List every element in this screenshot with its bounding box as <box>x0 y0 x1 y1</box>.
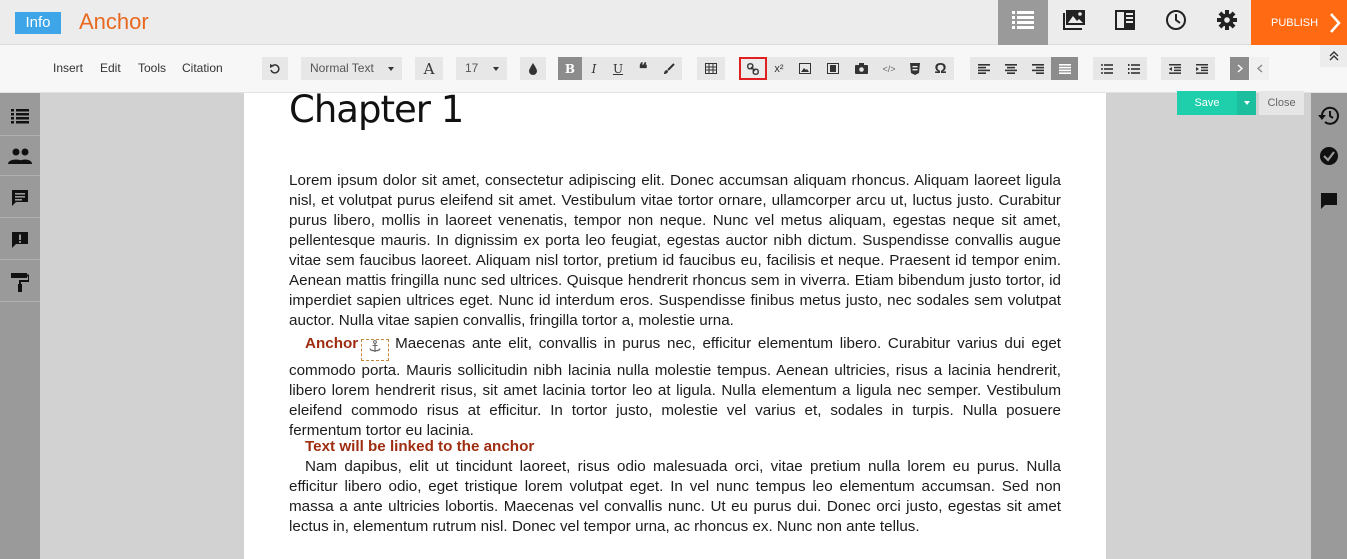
top-bar <box>0 0 1347 45</box>
align-justify-button[interactable] <box>1051 57 1078 80</box>
outdent-icon <box>1169 64 1181 74</box>
sidebar-feedback-button[interactable] <box>0 220 40 260</box>
italic-icon: I <box>591 61 597 76</box>
publish-label: PUBLISH <box>1271 16 1319 29</box>
toolbar-scroll-right-button[interactable] <box>1230 57 1249 80</box>
paragraph-style-dropdown[interactable] <box>301 57 402 80</box>
font-size-value: 17 <box>465 61 479 75</box>
toc-view-button[interactable] <box>998 0 1048 45</box>
undo-button[interactable] <box>262 57 288 80</box>
gear-icon <box>1216 9 1238 36</box>
font-family-button[interactable] <box>415 57 443 80</box>
book-details-button[interactable] <box>1100 0 1150 45</box>
sidebar-outline-button[interactable] <box>0 96 40 136</box>
insert-video-button[interactable] <box>819 57 847 80</box>
paragraph-style-value: Normal Text <box>310 61 374 75</box>
chevron-right-icon <box>1329 13 1341 33</box>
bullet-list-button[interactable] <box>1093 57 1120 80</box>
linked-text[interactable]: Text will be linked to the anchor <box>305 438 535 455</box>
align-justify-icon <box>1059 64 1071 74</box>
sidebar-spellcheck-button[interactable] <box>1311 136 1347 176</box>
indent-button[interactable] <box>1188 57 1215 80</box>
chapter-title[interactable]: Chapter 1 <box>289 93 464 131</box>
blockquote-button[interactable] <box>630 57 656 80</box>
clock-icon <box>1165 9 1187 36</box>
right-sidebar <box>1311 93 1347 559</box>
images-icon <box>1063 10 1085 35</box>
chevron-down-icon <box>1244 101 1250 105</box>
align-center-icon <box>1005 64 1017 74</box>
media-library-button[interactable] <box>1049 0 1099 45</box>
font-icon: A <box>423 59 435 78</box>
chevron-left-icon <box>1257 64 1263 73</box>
menu-insert[interactable]: Insert <box>53 61 84 75</box>
html-code-button[interactable] <box>875 57 903 80</box>
paragraph-1[interactable]: Lorem ipsum dolor sit amet, consectetur adipiscing elit. Donec accumsan aliquam rhoncus. Aliquam laoreet ligula nisl, et volutpat purus eleifend sit amet. Vestibulum vitae tortor ornare, ullamcorper arcu ut, luctus justo. Curabitur purus libero, mollis in laoreet venenatis, tempor non neque. Nunc vel metus aliquam, egestas neque sit amet, pellentesque mauris. In dignissim ex porta leo feugiat, egestas auctor nibh dictum. Suspendisse convallis augue vitae sem faucibus laoreet. Aliquam nisl tortor, pretium id faucibus eu, facilisis et neque. Praesent id tempor enim. Aenean mattis fringilla nunc sed ultrices. Quisque hendrerit rhoncus sem in viverra. Etiam bibendum justo tortor, id imperdiet sapien ultrices eget. Nunc id interdum eros. Suspendisse finibus metus justo, nec sodales sem volutpat auctor. Nulla vitae sapien convallis, fringilla tortor a, molestie urna. <box>289 172 1061 329</box>
align-left-button[interactable] <box>970 57 997 80</box>
special-character-button[interactable] <box>927 57 954 80</box>
close-button[interactable]: Close <box>1259 91 1304 115</box>
chevron-right-icon <box>1237 64 1243 73</box>
menu-edit[interactable]: Edit <box>100 61 121 75</box>
double-chevron-up-icon <box>1329 51 1339 61</box>
align-left-icon <box>978 64 990 74</box>
history-icon <box>1318 106 1340 126</box>
document-page[interactable] <box>244 93 1106 559</box>
format-painter-button[interactable] <box>656 57 682 80</box>
align-center-button[interactable] <box>997 57 1024 80</box>
insert-image-button[interactable] <box>791 57 819 80</box>
table-button[interactable] <box>697 57 725 80</box>
people-icon <box>8 148 32 164</box>
undo-icon <box>269 63 281 75</box>
anchor-label[interactable]: Anchor <box>305 335 359 352</box>
bold-button[interactable] <box>558 57 582 80</box>
italic-button[interactable] <box>582 57 606 80</box>
code-icon: </> <box>882 63 896 74</box>
chevron-down-icon <box>493 67 499 71</box>
camera-icon <box>855 63 868 74</box>
insert-photo-button[interactable] <box>847 57 875 80</box>
font-size-dropdown[interactable] <box>456 57 507 80</box>
film-icon <box>827 63 839 74</box>
paragraph-3[interactable]: Nam dapibus, elit ut tincidunt laoreet, risus odio malesuada orci, vitae pretium nulla lorem eu purus. Nulla efficitur libero odio, eget tristique lorem volutpat eget. In vel nunc tempus leo elementum accumsan. Sed non massa a ante ultricies lobortis. Maecenas vel convallis nunc. Ut eu purus dui. Donec orci justo, egestas sit amet lectus in, elementum rutrum nisl. Donec vel tempor urna, ac rhoncus ex. Nunc non ante tellus. <box>289 458 1061 535</box>
underline-button[interactable] <box>606 57 630 80</box>
paragraph-2[interactable] <box>289 334 1061 441</box>
publish-button[interactable] <box>1251 0 1347 45</box>
editor-toolbar <box>0 45 1347 93</box>
outdent-button[interactable] <box>1161 57 1188 80</box>
sidebar-history-button[interactable] <box>1311 96 1347 136</box>
menu-citation[interactable]: Citation <box>182 61 223 75</box>
anchor-icon <box>369 340 381 353</box>
image-icon <box>799 63 811 74</box>
alert-comment-icon <box>11 231 29 249</box>
info-badge[interactable]: Info <box>15 12 61 34</box>
chat-icon <box>1320 192 1338 210</box>
omega-icon: Ω <box>934 60 947 77</box>
indent-icon <box>1196 64 1208 74</box>
quote-icon: ❝ <box>638 60 648 78</box>
bold-icon: B <box>564 61 576 76</box>
book-icon <box>1115 10 1135 35</box>
bullet-list-icon <box>1101 64 1113 74</box>
table-icon <box>705 63 717 74</box>
check-circle-icon <box>1319 146 1339 166</box>
paint-roller-icon <box>11 272 29 292</box>
html5-icon <box>910 63 920 75</box>
numbered-list-button[interactable] <box>1120 57 1147 80</box>
html5-button[interactable] <box>903 57 927 80</box>
list-icon <box>1012 10 1034 35</box>
droplet-icon <box>528 63 538 75</box>
text-color-button[interactable] <box>520 57 546 80</box>
left-sidebar <box>0 93 40 559</box>
link-icon <box>747 63 759 75</box>
save-options-button[interactable] <box>1237 91 1256 115</box>
superscript-button[interactable] <box>767 57 791 80</box>
superscript-icon: x² <box>774 62 784 75</box>
menu-tools[interactable]: Tools <box>138 61 167 75</box>
chevron-down-icon <box>388 67 394 71</box>
toolbar-scroll-left-button[interactable] <box>1250 57 1269 80</box>
align-right-button[interactable] <box>1024 57 1051 80</box>
link-button[interactable] <box>739 57 767 80</box>
numbered-list-icon <box>1128 64 1140 74</box>
list-icon <box>11 108 29 124</box>
sidebar-chat-button[interactable] <box>1311 181 1347 221</box>
anchor-marker[interactable] <box>361 339 389 361</box>
sidebar-collaborators-button[interactable] <box>0 136 40 176</box>
comment-icon <box>11 189 29 207</box>
document-title: Anchor <box>79 9 149 34</box>
sidebar-format-button[interactable] <box>0 262 40 302</box>
underline-icon: U <box>612 61 624 76</box>
sidebar-comments-button[interactable] <box>0 178 40 218</box>
align-right-icon <box>1032 64 1044 74</box>
paragraph-2-text: Maecenas ante elit, convallis in purus nec, efficitur elementum libero. Curabitur varius dui eget commodo porta. Mauris sollicitudin nibh lacinia nulla molestie tempus. Aenean ultricies, risus a lacinia hendrerit, libero lorem hendrerit risus, sit amet lacinia tortor leo at ligula. Nulla elementum a ligula nec semper. Vestibulum eleifend commodo risus at efficitur. In tortor justo, molestie vel varius et, sodales in turpis. Nulla posuere fermentum tortor eu lacinia. <box>289 335 1061 439</box>
save-button[interactable]: Save <box>1177 91 1237 115</box>
collapse-toolbar-button[interactable] <box>1320 45 1347 67</box>
brush-icon <box>663 63 675 75</box>
settings-button[interactable] <box>1202 0 1252 45</box>
history-button[interactable] <box>1151 0 1201 45</box>
